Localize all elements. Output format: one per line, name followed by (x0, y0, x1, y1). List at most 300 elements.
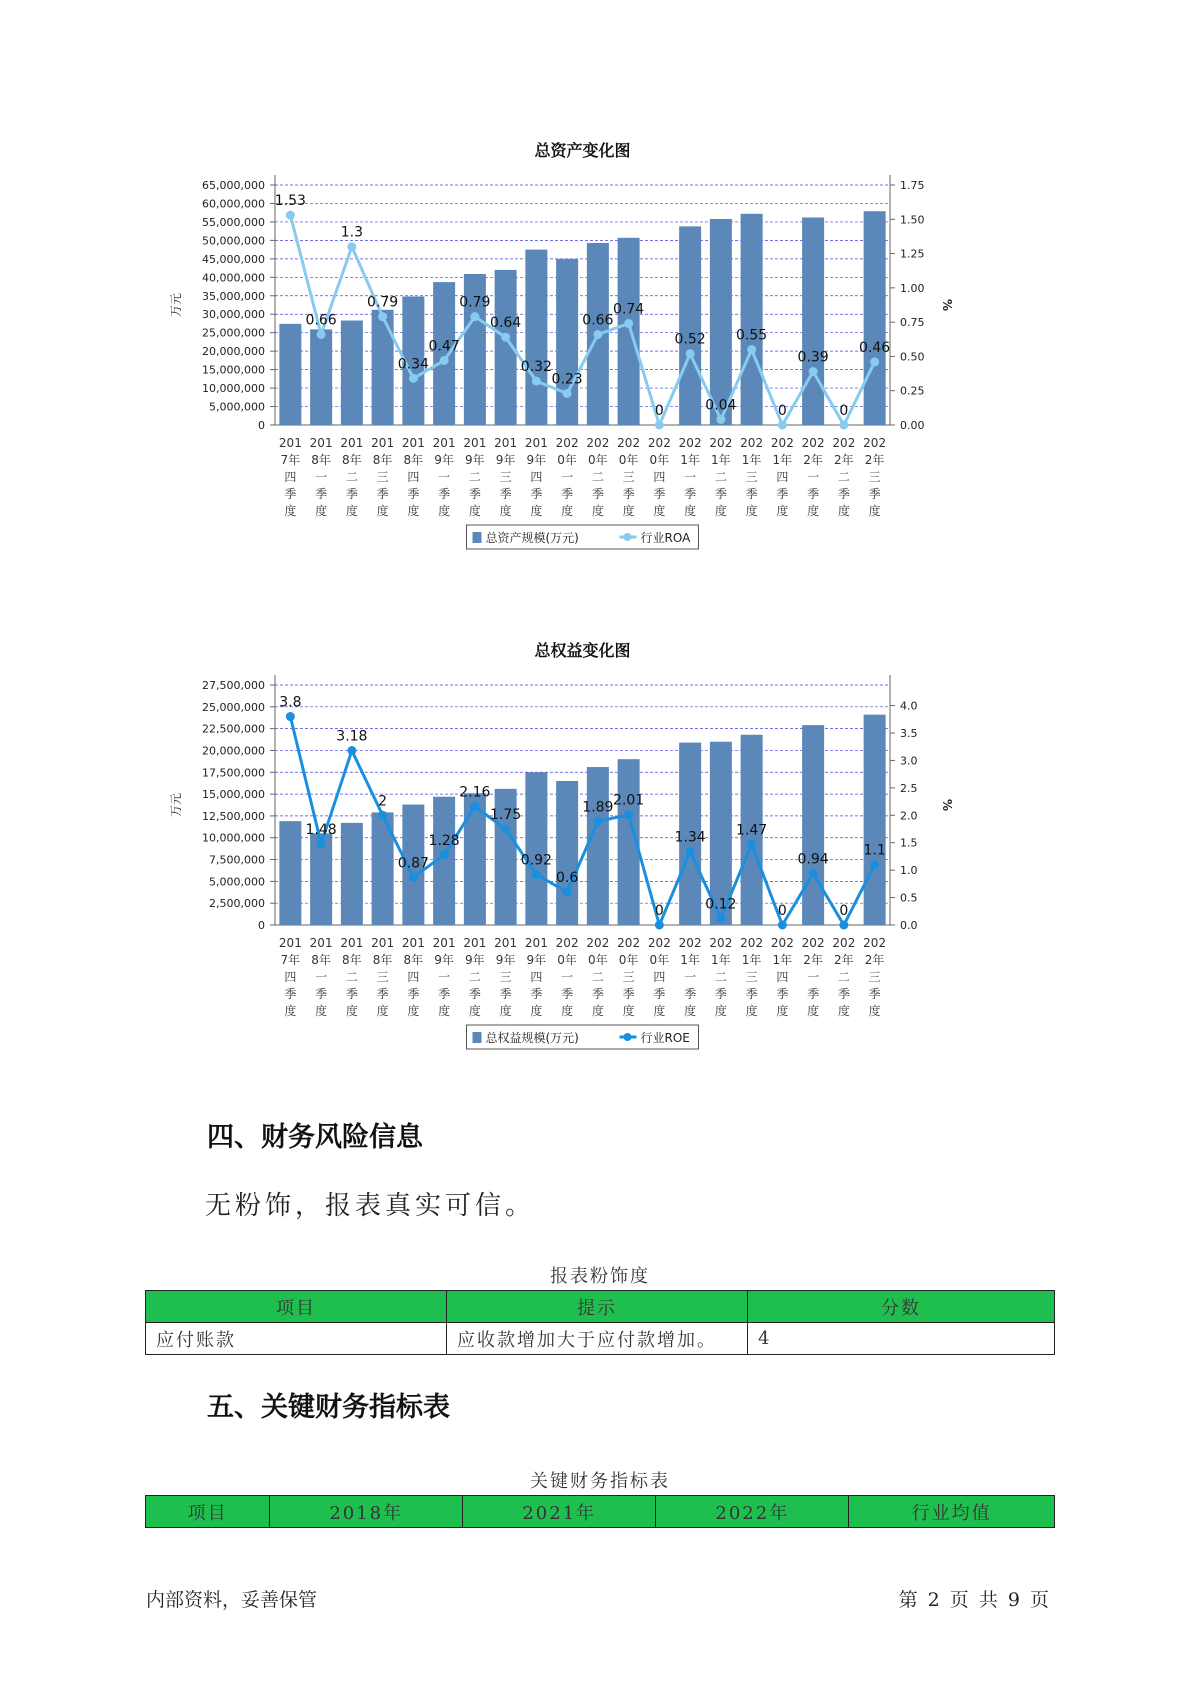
data-label: 1.53 (274, 193, 306, 210)
data-label: 1.28 (428, 832, 460, 849)
section5-heading: 五、关键财务指标表 (207, 1392, 450, 1423)
svg-text:四: 四 (653, 970, 666, 984)
risk-table (145, 1290, 1055, 1355)
svg-text:1年: 1年 (711, 953, 731, 967)
table-header-cell: 2022年 (656, 1496, 849, 1528)
svg-text:四: 四 (653, 470, 666, 484)
svg-text:202: 202 (770, 936, 794, 950)
svg-text:201: 201 (401, 936, 425, 950)
line-point (747, 345, 756, 354)
data-label: 1.48 (305, 821, 337, 838)
svg-text:202: 202 (555, 436, 579, 450)
data-label: 0.23 (551, 371, 583, 388)
svg-text:度: 度 (714, 504, 727, 518)
y-tick-label: 25,000,000 (202, 700, 265, 714)
svg-text:一: 一 (807, 970, 820, 984)
svg-text:201: 201 (524, 936, 548, 950)
svg-text:0年: 0年 (649, 453, 670, 467)
y-tick-label: 20,000,000 (202, 345, 265, 359)
legend-line-marker (624, 533, 632, 541)
svg-text:8年: 8年 (311, 953, 331, 967)
data-label: 0.46 (859, 339, 891, 356)
x-tick-label (525, 436, 548, 518)
svg-text:201: 201 (340, 436, 364, 450)
svg-text:度: 度 (807, 1004, 820, 1018)
svg-text:季: 季 (284, 487, 297, 501)
svg-text:1年: 1年 (741, 453, 762, 467)
line-point (317, 330, 326, 339)
line-point (532, 870, 541, 879)
data-label: 0.87 (397, 855, 429, 872)
y-tick-label: 2,500,000 (209, 897, 265, 911)
svg-text:202: 202 (709, 436, 733, 450)
svg-text:四: 四 (284, 970, 297, 984)
svg-text:度: 度 (407, 1004, 420, 1018)
bar (341, 823, 363, 925)
line-point (501, 825, 510, 834)
svg-text:度: 度 (868, 504, 881, 518)
svg-text:一: 一 (561, 470, 574, 484)
svg-text:201: 201 (340, 936, 364, 950)
svg-text:9年: 9年 (465, 953, 485, 967)
svg-text:季: 季 (315, 487, 328, 501)
svg-text:8年: 8年 (403, 953, 424, 967)
svg-text:季: 季 (591, 487, 604, 501)
y-axis-label: 万元 (169, 292, 183, 318)
svg-text:度: 度 (438, 1004, 451, 1018)
legend-line-label: 行业ROE (640, 1031, 690, 1045)
svg-text:度: 度 (438, 504, 451, 518)
line-point (716, 415, 725, 424)
svg-text:7年: 7年 (280, 953, 301, 967)
data-label: 0.55 (736, 327, 768, 344)
svg-text:201: 201 (309, 436, 333, 450)
y-tick-label: 30,000,000 (202, 308, 265, 322)
y2-tick-label: 1.50 (900, 213, 925, 227)
footer-confidential: 内部资料，妥善保管 (146, 1589, 318, 1611)
svg-text:2年: 2年 (803, 453, 823, 467)
line-point (440, 356, 449, 365)
line-point (624, 810, 633, 819)
svg-text:一: 一 (438, 970, 451, 984)
svg-text:二: 二 (714, 970, 727, 984)
x-tick-label (740, 436, 763, 518)
x-tick-label (709, 436, 732, 518)
y-tick-label: 0 (258, 419, 265, 432)
table-header-cell: 行业均值 (849, 1496, 1055, 1528)
data-label: 0.64 (490, 315, 522, 332)
y-tick-label: 15,000,000 (202, 788, 265, 802)
line-point (778, 421, 787, 430)
svg-text:季: 季 (315, 987, 328, 1001)
bar (864, 715, 886, 925)
svg-text:季: 季 (868, 987, 881, 1001)
x-tick-label (371, 436, 394, 518)
svg-text:二: 二 (714, 470, 727, 484)
svg-text:度: 度 (345, 504, 358, 518)
svg-text:8年: 8年 (372, 453, 393, 467)
svg-text:四: 四 (530, 970, 543, 984)
line-point (809, 869, 818, 878)
svg-text:202: 202 (740, 436, 764, 450)
svg-text:度: 度 (745, 1004, 758, 1018)
y-tick-label: 5,000,000 (209, 400, 265, 414)
svg-text:1年: 1年 (741, 953, 762, 967)
svg-text:0年: 0年 (557, 953, 577, 967)
svg-text:201: 201 (309, 936, 333, 950)
svg-text:2年: 2年 (834, 953, 854, 967)
svg-text:季: 季 (837, 987, 850, 1001)
svg-text:202: 202 (832, 936, 856, 950)
svg-text:度: 度 (653, 1004, 666, 1018)
x-tick-label (494, 936, 517, 1018)
line-point (563, 389, 572, 398)
line-point (378, 312, 387, 321)
svg-text:三: 三 (376, 470, 389, 484)
y2-tick-label: 1.00 (900, 281, 925, 295)
svg-text:四: 四 (776, 470, 789, 484)
legend-bar-swatch (473, 1032, 482, 1043)
svg-text:季: 季 (376, 487, 389, 501)
table-header-cell: 分数 (748, 1291, 1055, 1323)
x-tick-label (433, 936, 456, 1018)
svg-text:三: 三 (868, 470, 881, 484)
line-point (286, 211, 295, 220)
line-point (593, 817, 602, 826)
svg-text:8年: 8年 (372, 953, 393, 967)
data-label: 1.34 (674, 829, 706, 846)
svg-text:三: 三 (499, 970, 512, 984)
key-metrics-table (145, 1495, 1055, 1528)
svg-text:度: 度 (376, 504, 389, 518)
x-tick-label (802, 936, 825, 1018)
y2-tick-label: 3.0 (900, 754, 918, 768)
svg-text:季: 季 (745, 487, 758, 501)
svg-text:季: 季 (714, 487, 727, 501)
data-label: 0 (839, 903, 849, 919)
svg-text:季: 季 (714, 987, 727, 1001)
svg-text:季: 季 (684, 987, 697, 1001)
svg-text:四: 四 (530, 470, 543, 484)
svg-text:201: 201 (524, 436, 548, 450)
bar (741, 214, 763, 425)
svg-text:1年: 1年 (711, 453, 731, 467)
y2-tick-label: 4.0 (900, 699, 918, 713)
line-point (870, 860, 879, 869)
svg-text:202: 202 (586, 936, 610, 950)
bar (864, 211, 886, 425)
svg-text:201: 201 (432, 936, 456, 950)
bar (372, 310, 394, 425)
svg-text:季: 季 (868, 487, 881, 501)
table-header-row (146, 1496, 1055, 1528)
svg-text:0年: 0年 (557, 453, 577, 467)
svg-text:202: 202 (678, 436, 702, 450)
svg-text:季: 季 (345, 487, 358, 501)
table-header-cell: 2018年 (270, 1496, 463, 1528)
y-tick-label: 12,500,000 (202, 809, 265, 823)
line-point (593, 330, 602, 339)
line-point (716, 914, 725, 923)
line-point (870, 357, 879, 366)
svg-text:季: 季 (468, 487, 481, 501)
svg-text:二: 二 (837, 970, 850, 984)
x-tick-label (402, 436, 425, 518)
y-tick-label: 25,000,000 (202, 326, 265, 340)
bar (679, 226, 701, 425)
y-tick-label: 17,500,000 (202, 766, 265, 780)
svg-text:2年: 2年 (834, 453, 854, 467)
legend-line-label: 行业ROA (640, 531, 691, 545)
svg-text:一: 一 (561, 970, 574, 984)
svg-text:三: 三 (745, 470, 758, 484)
svg-text:202: 202 (647, 436, 671, 450)
line-point (470, 312, 479, 321)
svg-text:201: 201 (494, 436, 518, 450)
x-tick-label (340, 936, 363, 1018)
table-header-cell: 项目 (146, 1291, 447, 1323)
y-tick-label: 10,000,000 (202, 382, 265, 396)
svg-text:202: 202 (709, 936, 733, 950)
y2-tick-label: 1.75 (900, 179, 925, 192)
svg-text:度: 度 (499, 504, 512, 518)
svg-text:季: 季 (438, 987, 451, 1001)
svg-text:201: 201 (432, 436, 456, 450)
y-axis-label: 万元 (169, 792, 183, 818)
svg-text:202: 202 (801, 936, 825, 950)
svg-text:度: 度 (561, 1004, 574, 1018)
svg-text:201: 201 (278, 936, 302, 950)
bar (279, 324, 301, 425)
line-point (686, 847, 695, 856)
svg-text:9年: 9年 (434, 453, 454, 467)
svg-text:201: 201 (463, 436, 487, 450)
svg-text:度: 度 (776, 1004, 789, 1018)
svg-text:1年: 1年 (772, 453, 793, 467)
x-tick-label (586, 436, 609, 518)
bar (310, 329, 332, 425)
svg-text:季: 季 (407, 487, 420, 501)
svg-text:三: 三 (622, 970, 635, 984)
svg-text:度: 度 (530, 1004, 543, 1018)
svg-text:8年: 8年 (311, 453, 331, 467)
svg-text:度: 度 (376, 1004, 389, 1018)
svg-text:季: 季 (561, 987, 574, 1001)
bar (802, 217, 824, 425)
svg-text:季: 季 (530, 987, 543, 1001)
x-tick-label (310, 436, 333, 518)
x-tick-label (586, 936, 609, 1018)
x-tick-label (463, 436, 486, 518)
line-point (839, 921, 848, 930)
y-tick-label: 35,000,000 (202, 289, 265, 303)
x-tick-label (525, 936, 548, 1018)
svg-text:度: 度 (315, 504, 328, 518)
chart-svg (150, 140, 954, 585)
bar (525, 250, 547, 425)
x-tick-label (771, 436, 794, 518)
total-assets-chart (150, 140, 954, 585)
line-point (839, 421, 848, 430)
line-point (532, 377, 541, 386)
y2-tick-label: 2.0 (900, 809, 918, 823)
svg-text:202: 202 (832, 436, 856, 450)
chart-title: 总资产变化图 (534, 141, 631, 160)
y-tick-label: 50,000,000 (202, 234, 265, 248)
legend-bar-swatch (473, 532, 482, 543)
svg-text:三: 三 (622, 470, 635, 484)
svg-text:202: 202 (863, 436, 887, 450)
x-tick-label (310, 936, 333, 1018)
svg-text:一: 一 (438, 470, 451, 484)
bar (525, 772, 547, 925)
svg-text:一: 一 (684, 470, 697, 484)
line-point (409, 873, 418, 882)
svg-text:季: 季 (284, 987, 297, 1001)
data-label: 2.16 (459, 784, 491, 801)
svg-text:二: 二 (468, 470, 481, 484)
y2-tick-label: 1.5 (900, 836, 918, 850)
bar (279, 821, 301, 925)
y2-tick-label: 1.25 (900, 247, 925, 261)
data-label: 2.01 (613, 792, 645, 809)
svg-text:一: 一 (684, 970, 697, 984)
svg-text:二: 二 (591, 470, 604, 484)
svg-text:202: 202 (555, 936, 579, 950)
svg-text:三: 三 (745, 970, 758, 984)
x-tick-label (463, 936, 486, 1018)
y-tick-label: 5,000,000 (209, 875, 265, 889)
svg-text:度: 度 (745, 504, 758, 518)
svg-text:季: 季 (591, 987, 604, 1001)
svg-text:度: 度 (561, 504, 574, 518)
svg-text:7年: 7年 (280, 453, 301, 467)
data-label: 0.34 (397, 356, 429, 373)
svg-text:二: 二 (837, 470, 850, 484)
svg-text:季: 季 (530, 487, 543, 501)
svg-text:201: 201 (494, 936, 518, 950)
line-point (317, 839, 326, 848)
x-tick-label (617, 936, 640, 1018)
svg-text:三: 三 (376, 970, 389, 984)
svg-text:9年: 9年 (434, 953, 454, 967)
y-tick-label: 60,000,000 (202, 197, 265, 211)
svg-text:度: 度 (530, 504, 543, 518)
svg-text:202: 202 (678, 936, 702, 950)
svg-text:201: 201 (278, 436, 302, 450)
data-label: 1.47 (736, 822, 768, 839)
y-tick-label: 65,000,000 (202, 179, 265, 192)
svg-text:9年: 9年 (526, 953, 547, 967)
svg-text:度: 度 (591, 504, 604, 518)
svg-text:季: 季 (807, 987, 820, 1001)
data-label: 1.3 (340, 224, 364, 241)
y2-axis-label: % (940, 298, 954, 312)
svg-text:季: 季 (745, 987, 758, 1001)
svg-text:季: 季 (407, 987, 420, 1001)
data-label: 0.39 (797, 349, 829, 366)
svg-text:度: 度 (807, 504, 820, 518)
y2-tick-label: 0.50 (900, 350, 925, 364)
y2-tick-label: 0.75 (900, 316, 925, 330)
footer-page-number: 第 2 页 共 9 页 (898, 1589, 1051, 1611)
svg-text:2年: 2年 (803, 953, 823, 967)
x-tick-label (709, 936, 732, 1018)
bar (556, 781, 578, 925)
svg-text:0年: 0年 (618, 953, 639, 967)
y2-axis-label: % (940, 798, 954, 812)
x-tick-label (617, 436, 640, 518)
svg-text:度: 度 (684, 1004, 697, 1018)
x-tick-label (279, 436, 302, 518)
total-equity-chart (150, 640, 954, 1085)
bar (556, 259, 578, 425)
svg-text:度: 度 (653, 504, 666, 518)
x-tick-label (648, 436, 671, 518)
line-point (624, 319, 633, 328)
y2-tick-label: 2.5 (900, 781, 918, 795)
svg-text:一: 一 (315, 970, 328, 984)
svg-text:度: 度 (407, 504, 420, 518)
svg-text:季: 季 (776, 487, 789, 501)
y2-tick-label: 3.5 (900, 727, 918, 740)
data-label: 0.32 (520, 359, 552, 376)
data-label: 0.79 (459, 294, 491, 311)
data-label: 0 (777, 403, 787, 419)
svg-text:201: 201 (463, 936, 487, 950)
line-point (409, 374, 418, 383)
y-tick-label: 15,000,000 (202, 363, 265, 377)
svg-text:201: 201 (371, 436, 395, 450)
y-tick-label: 7,500,000 (209, 853, 265, 867)
svg-text:四: 四 (284, 470, 297, 484)
svg-text:8年: 8年 (342, 953, 362, 967)
section4-heading: 四、财务风险信息 (207, 1122, 423, 1153)
svg-text:1年: 1年 (680, 953, 700, 967)
svg-text:0年: 0年 (588, 453, 608, 467)
data-label: 0.94 (797, 851, 829, 868)
svg-text:季: 季 (561, 487, 574, 501)
y-tick-label: 0 (258, 919, 265, 932)
x-tick-label (279, 936, 302, 1018)
y2-tick-label: 0.5 (900, 891, 918, 905)
x-tick-label (802, 436, 825, 518)
svg-text:季: 季 (776, 987, 789, 1001)
line-point (347, 746, 356, 755)
svg-text:度: 度 (591, 1004, 604, 1018)
svg-text:度: 度 (499, 1004, 512, 1018)
data-label: 0.47 (428, 338, 460, 355)
svg-text:季: 季 (499, 987, 512, 1001)
line-point (470, 802, 479, 811)
line-point (501, 333, 510, 342)
svg-text:季: 季 (837, 487, 850, 501)
line-point (378, 811, 387, 820)
svg-text:8年: 8年 (342, 453, 362, 467)
data-label: 2 (378, 793, 388, 810)
svg-text:度: 度 (622, 1004, 635, 1018)
svg-text:三: 三 (868, 970, 881, 984)
svg-text:202: 202 (863, 936, 887, 950)
data-label: 1.1 (863, 842, 886, 859)
svg-text:度: 度 (622, 504, 635, 518)
x-tick-label (740, 936, 763, 1018)
line-point (778, 921, 787, 930)
svg-text:季: 季 (653, 487, 666, 501)
svg-text:季: 季 (684, 487, 697, 501)
bar (710, 219, 732, 425)
svg-text:2年: 2年 (864, 953, 885, 967)
